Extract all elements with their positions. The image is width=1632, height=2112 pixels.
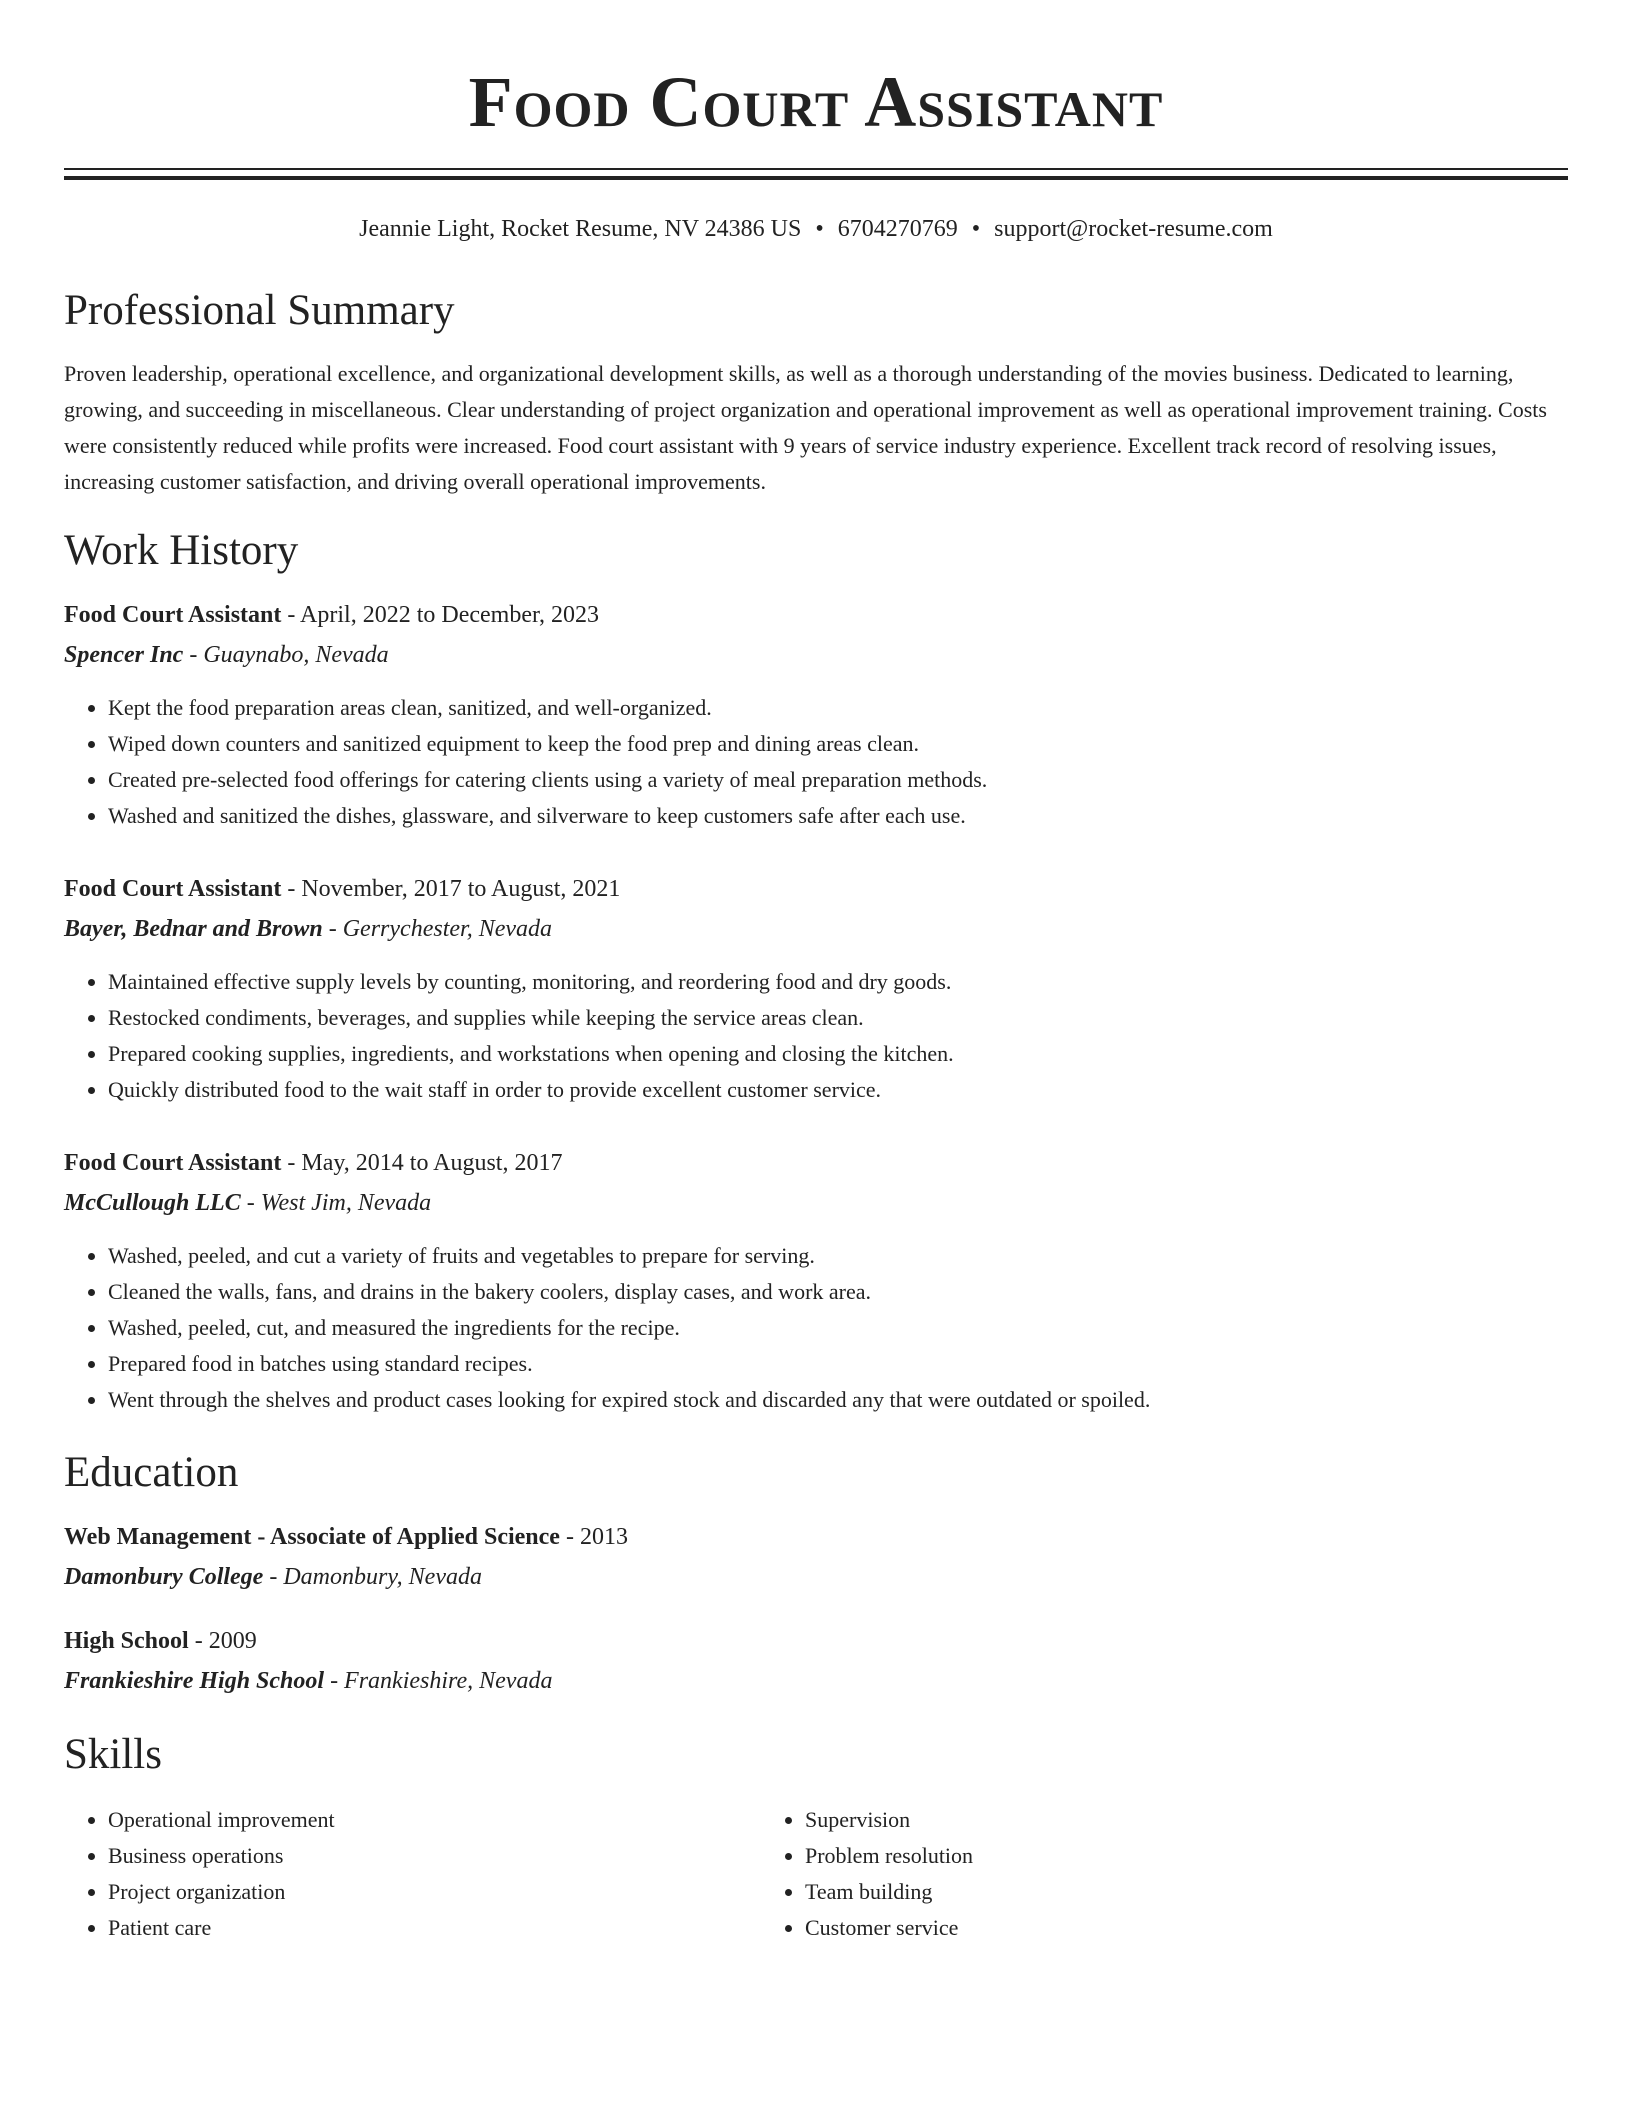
contact-email: support@rocket-resume.com <box>994 216 1273 242</box>
job-duties <box>64 964 1568 1108</box>
employer-location: - Gerrychester, Nevada <box>322 916 552 942</box>
skill-item: • Operational improvement <box>108 1802 761 1838</box>
job-title-line <box>64 600 1568 630</box>
employer-name: McCullough LLC <box>64 1190 241 1216</box>
contact-separator: • <box>815 216 824 242</box>
summary-heading: Professional Summary <box>64 287 455 334</box>
employer-line <box>64 914 1568 944</box>
job-title-line <box>64 1148 1568 1178</box>
contact-line <box>64 214 1568 244</box>
job-dates: - April, 2022 to December, 2023 <box>281 602 599 628</box>
education-entry <box>64 1522 1568 1592</box>
job-title: Food Court Assistant <box>64 602 282 628</box>
job-dates: - November, 2017 to August, 2021 <box>281 876 621 902</box>
skill-item: • Problem resolution <box>805 1838 1524 1874</box>
job-duty: • Washed and sanitized the dishes, glassware, and silverware to keep customers safe after each use. <box>108 798 1568 834</box>
skills-columns <box>64 1802 1568 1946</box>
school-line <box>64 1666 1568 1696</box>
job-title: Food Court Assistant <box>64 1150 282 1176</box>
school-name: Frankieshire High School <box>64 1668 325 1694</box>
employer-name: Bayer, Bednar and Brown <box>64 916 323 942</box>
job-duty: • Cleaned the walls, fans, and drains in the bakery coolers, display cases, and work area. <box>108 1274 1568 1310</box>
summary-text: Proven leadership, operational excellence, and organizational development skills, as well as a thorough understanding of the movies business. Dedicated to learning, growing, and succeeding in miscellaneous. Clear understanding of project organization and operational improvement as well as operational improvement training. Costs were consistently reduced while profits were increased. Food court assistant with 9 years of service industry experience. Excellent track record of resolving issues, increasing customer satisfaction, and driving overall operational improvements. <box>64 361 1547 494</box>
summary-section <box>64 286 1568 500</box>
degree-line <box>64 1626 1568 1656</box>
resume-page <box>64 0 1568 1946</box>
job-duty: • Went through the shelves and product cases looking for expired stock and discarded any that were outdated or spoiled. <box>108 1382 1568 1418</box>
skill-item: • Supervision <box>805 1802 1524 1838</box>
school-name: Damonbury College <box>64 1564 264 1590</box>
employer-line <box>64 640 1568 670</box>
degree-year: - 2013 <box>559 1524 628 1550</box>
skills-list-left <box>64 1802 761 1946</box>
job-duty: • Wiped down counters and sanitized equipment to keep the food prep and dining areas clean. <box>108 726 1568 762</box>
degree-year: - 2009 <box>188 1628 257 1654</box>
job-entry <box>64 874 1568 1108</box>
title-double-rule <box>64 168 1568 180</box>
job-duties <box>64 690 1568 834</box>
skill-item: • Customer service <box>805 1910 1524 1946</box>
skill-item: • Team building <box>805 1874 1524 1910</box>
skill-item: • Business operations <box>108 1838 761 1874</box>
school-location: - Damonbury, Nevada <box>263 1564 482 1590</box>
job-duty: • Restocked condiments, beverages, and supplies while keeping the service areas clean. <box>108 1000 1568 1036</box>
job-duty: • Created pre-selected food offerings for catering clients using a variety of meal preparation methods. <box>108 762 1568 798</box>
degree-name: High School <box>64 1628 189 1654</box>
skill-item: • Project organization <box>108 1874 761 1910</box>
skills-heading: Skills <box>64 1731 162 1778</box>
school-line <box>64 1562 1568 1592</box>
job-title: Food Court Assistant <box>64 876 282 902</box>
contact-separator: • <box>971 216 981 242</box>
job-entry <box>64 600 1568 834</box>
job-duty: • Kept the food preparation areas clean, sanitized, and well-organized. <box>108 690 1568 726</box>
job-duties <box>64 1238 1568 1418</box>
skills-list-right <box>761 1802 1524 1946</box>
degree-name: Web Management - Associate of Applied Science <box>64 1524 560 1550</box>
employer-location: - West Jim, Nevada <box>240 1190 432 1216</box>
employer-name: Spencer Inc <box>64 642 184 668</box>
job-entry <box>64 1148 1568 1418</box>
job-duty: • Maintained effective supply levels by counting, monitoring, and reordering food and dry goods. <box>108 964 1568 1000</box>
work-history-section <box>64 526 1568 1418</box>
education-section <box>64 1448 1568 1696</box>
job-dates: - May, 2014 to August, 2017 <box>281 1150 563 1176</box>
education-entry <box>64 1626 1568 1696</box>
job-duty: • Washed, peeled, and cut a variety of fruits and vegetables to prepare for serving. <box>108 1238 1568 1274</box>
contact-phone: 6704270769 <box>837 216 958 242</box>
contact-address: Jeannie Light, Rocket Resume, NV 24386 US <box>359 216 802 242</box>
job-title-line <box>64 874 1568 904</box>
job-duty: • Quickly distributed food to the wait staff in order to provide excellent customer service. <box>108 1072 1568 1108</box>
work-history-heading: Work History <box>64 527 299 574</box>
job-duty: • Prepared cooking supplies, ingredients, and workstations when opening and closing the kitchen. <box>108 1036 1568 1072</box>
job-duty: • Prepared food in batches using standard recipes. <box>108 1346 1568 1382</box>
employer-line <box>64 1188 1568 1218</box>
school-location: - Frankieshire, Nevada <box>324 1668 553 1694</box>
employer-location: - Guaynabo, Nevada <box>183 642 389 668</box>
skills-section <box>64 1730 1568 1946</box>
education-heading: Education <box>64 1449 239 1496</box>
degree-line <box>64 1522 1568 1552</box>
job-duty: • Washed, peeled, cut, and measured the ingredients for the recipe. <box>108 1310 1568 1346</box>
resume-title: Food Court Assistant <box>468 62 1164 142</box>
skill-item: • Patient care <box>108 1910 761 1946</box>
